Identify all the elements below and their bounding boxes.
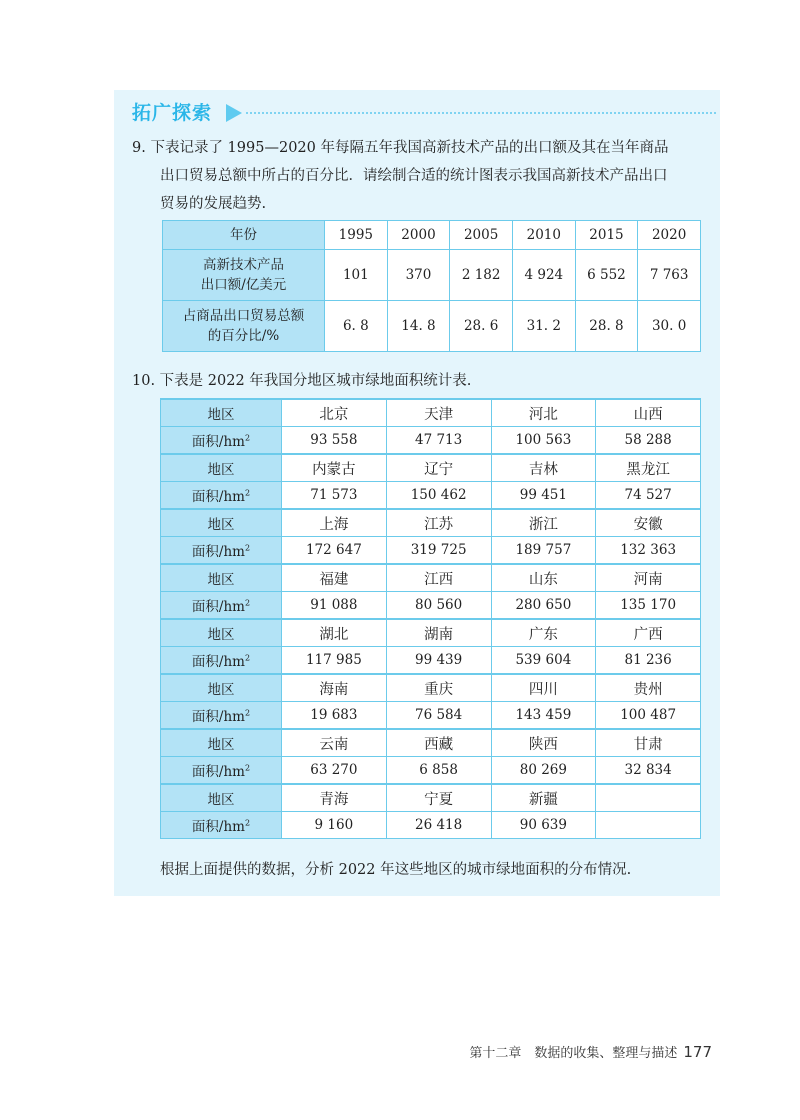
green-area-table [160, 398, 701, 839]
region-name-cell: 新疆 [491, 784, 596, 812]
area-value-cell: 58 288 [596, 427, 701, 455]
area-unit-exponent: 2 [244, 653, 251, 663]
dotted-divider [246, 112, 716, 114]
year-cell: 2020 [638, 221, 701, 250]
area-value-cell: 47 713 [386, 427, 491, 455]
region-header: 地区 [161, 729, 282, 757]
area-header [161, 647, 282, 675]
area-label: 面积/hm [191, 599, 245, 615]
table-row [161, 757, 701, 785]
play-arrow-icon [226, 104, 242, 122]
area-header [161, 482, 282, 510]
area-value-cell: 99 451 [491, 482, 596, 510]
area-value-cell: 100 563 [491, 427, 596, 455]
table-row [163, 221, 701, 250]
area-header [161, 702, 282, 730]
export-value-cell: 2 182 [450, 250, 513, 301]
area-unit-exponent: 2 [244, 433, 251, 443]
table-row [161, 812, 701, 839]
year-cell: 2000 [387, 221, 450, 250]
region-name-cell: 上海 [282, 509, 387, 537]
area-header [161, 812, 282, 839]
region-header: 地区 [161, 564, 282, 592]
region-name-cell: 甘肃 [596, 729, 701, 757]
table-row [161, 564, 701, 592]
area-value-cell: 99 439 [386, 647, 491, 675]
area-value-cell: 80 269 [491, 757, 596, 785]
question-9 [132, 134, 707, 218]
table-row [161, 674, 701, 702]
question-text: 下表是 2022 年我国分地区城市绿地面积统计表. [159, 373, 472, 389]
area-unit-exponent: 2 [244, 543, 251, 553]
year-cell: 2010 [512, 221, 575, 250]
region-name-cell: 湖南 [386, 619, 491, 647]
table-row [161, 399, 701, 427]
region-name-cell: 宁夏 [386, 784, 491, 812]
region-name-cell: 山西 [596, 399, 701, 427]
year-header: 年份 [163, 221, 325, 250]
area-value-cell: 539 604 [491, 647, 596, 675]
area-label: 面积/hm [191, 434, 245, 450]
area-value-cell: 91 088 [282, 592, 387, 620]
page-number: 177 [683, 1043, 712, 1061]
region-name-cell: 贵州 [596, 674, 701, 702]
region-name-cell: 湖北 [282, 619, 387, 647]
region-header: 地区 [161, 619, 282, 647]
area-header [161, 537, 282, 565]
area-unit-exponent: 2 [244, 488, 251, 498]
export-value-cell: 370 [387, 250, 450, 301]
question-10 [132, 367, 707, 395]
percentage-cell: 31. 2 [512, 301, 575, 352]
area-value-cell: 6 858 [386, 757, 491, 785]
table-row [161, 592, 701, 620]
area-label: 面积/hm [191, 544, 245, 560]
region-header: 地区 [161, 509, 282, 537]
export-value-cell: 6 552 [575, 250, 638, 301]
area-header [161, 592, 282, 620]
region-name-cell: 福建 [282, 564, 387, 592]
area-value-cell: 172 647 [282, 537, 387, 565]
area-value-cell: 76 584 [386, 702, 491, 730]
area-value-cell: 71 573 [282, 482, 387, 510]
region-name-cell: 河北 [491, 399, 596, 427]
area-header [161, 427, 282, 455]
export-header [163, 250, 325, 301]
header-line: 高新技术产品 [203, 257, 284, 273]
percentage-cell: 6. 8 [325, 301, 388, 352]
region-name-cell: 四川 [491, 674, 596, 702]
region-name-cell: 海南 [282, 674, 387, 702]
region-name-cell: 广西 [596, 619, 701, 647]
table-row [161, 482, 701, 510]
area-value-cell: 319 725 [386, 537, 491, 565]
region-name-cell: 北京 [282, 399, 387, 427]
region-name-cell: 辽宁 [386, 454, 491, 482]
year-cell: 1995 [325, 221, 388, 250]
percentage-cell: 28. 6 [450, 301, 513, 352]
header-line: 占商品出口贸易总额 [182, 308, 305, 324]
area-label: 面积/hm [191, 709, 245, 725]
region-name-cell: 安徽 [596, 509, 701, 537]
table-row [161, 427, 701, 455]
area-value-cell: 132 363 [596, 537, 701, 565]
section-header [132, 100, 707, 126]
area-value-cell: 63 270 [282, 757, 387, 785]
question-number: 9. [132, 140, 146, 156]
table-row [161, 509, 701, 537]
region-header: 地区 [161, 784, 282, 812]
region-name-cell: 青海 [282, 784, 387, 812]
region-header: 地区 [161, 454, 282, 482]
area-value-cell: 32 834 [596, 757, 701, 785]
region-name-cell: 广东 [491, 619, 596, 647]
percentage-cell: 14. 8 [387, 301, 450, 352]
page-footer [469, 1042, 712, 1061]
question-number: 10. [132, 373, 156, 389]
area-label: 面积/hm [191, 654, 245, 670]
table-row [163, 250, 701, 301]
region-name-cell: 河南 [596, 564, 701, 592]
area-label: 面积/hm [191, 489, 245, 505]
area-value-cell: 117 985 [282, 647, 387, 675]
region-name-cell: 云南 [282, 729, 387, 757]
area-unit-exponent: 2 [244, 763, 251, 773]
percentage-cell: 28. 8 [575, 301, 638, 352]
header-line: 的百分比/% [207, 328, 280, 344]
region-name-cell: 西藏 [386, 729, 491, 757]
table-row [161, 784, 701, 812]
area-value-cell: 280 650 [491, 592, 596, 620]
region-name-cell: 吉林 [491, 454, 596, 482]
export-table [162, 220, 701, 352]
chapter-title: 第十二章 数据的收集、整理与描述 [469, 1046, 678, 1061]
area-unit-exponent: 2 [244, 818, 251, 828]
section-title: 拓广探索 [132, 102, 213, 124]
region-name-cell: 天津 [386, 399, 491, 427]
area-value-cell: 143 459 [491, 702, 596, 730]
region-name-cell: 江苏 [386, 509, 491, 537]
table-row [163, 301, 701, 352]
question-text-line: 出口贸易总额中所占的百分比．请绘制合适的统计图表示我国高新技术产品出口 [160, 168, 668, 184]
percentage-header [163, 301, 325, 352]
area-label: 面积/hm [191, 819, 245, 835]
area-value-cell: 9 160 [282, 812, 387, 839]
table-row [161, 537, 701, 565]
table-row [161, 647, 701, 675]
area-value-cell: 150 462 [386, 482, 491, 510]
table-row [161, 702, 701, 730]
analysis-prompt: 根据上面提供的数据，分析 2022 年这些地区的城市绿地面积的分布情况. [160, 862, 632, 878]
area-unit-exponent: 2 [244, 708, 251, 718]
area-label: 面积/hm [191, 764, 245, 780]
area-value-cell: 90 639 [491, 812, 596, 839]
area-value-cell: 135 170 [596, 592, 701, 620]
year-cell: 2015 [575, 221, 638, 250]
region-name-cell: 陕西 [491, 729, 596, 757]
export-value-cell: 7 763 [638, 250, 701, 301]
region-name-cell: 内蒙古 [282, 454, 387, 482]
region-header: 地区 [161, 674, 282, 702]
area-value-cell: 189 757 [491, 537, 596, 565]
export-value-cell: 101 [325, 250, 388, 301]
extension-exploration-panel [114, 90, 720, 896]
area-value-cell: 100 487 [596, 702, 701, 730]
region-header: 地区 [161, 399, 282, 427]
region-name-cell: 黑龙江 [596, 454, 701, 482]
region-name-cell: 重庆 [386, 674, 491, 702]
table-row [161, 729, 701, 757]
question-text-line: 下表记录了 1995—2020 年每隔五年我国高新技术产品的出口额及其在当年商品 [150, 140, 669, 156]
area-value-cell: 93 558 [282, 427, 387, 455]
export-value-cell: 4 924 [512, 250, 575, 301]
percentage-cell: 30. 0 [638, 301, 701, 352]
year-cell: 2005 [450, 221, 513, 250]
area-unit-exponent: 2 [244, 598, 251, 608]
area-header [161, 757, 282, 785]
table-row [161, 454, 701, 482]
area-value-cell [596, 812, 701, 839]
area-value-cell: 74 527 [596, 482, 701, 510]
question-text-line: 贸易的发展趋势. [160, 196, 267, 212]
area-value-cell: 80 560 [386, 592, 491, 620]
region-name-cell: 江西 [386, 564, 491, 592]
area-value-cell: 26 418 [386, 812, 491, 839]
region-name-cell: 山东 [491, 564, 596, 592]
area-value-cell: 81 236 [596, 647, 701, 675]
region-name-cell [596, 784, 701, 812]
region-name-cell: 浙江 [491, 509, 596, 537]
header-line: 出口额/亿美元 [200, 277, 287, 293]
table-row [161, 619, 701, 647]
area-value-cell: 19 683 [282, 702, 387, 730]
